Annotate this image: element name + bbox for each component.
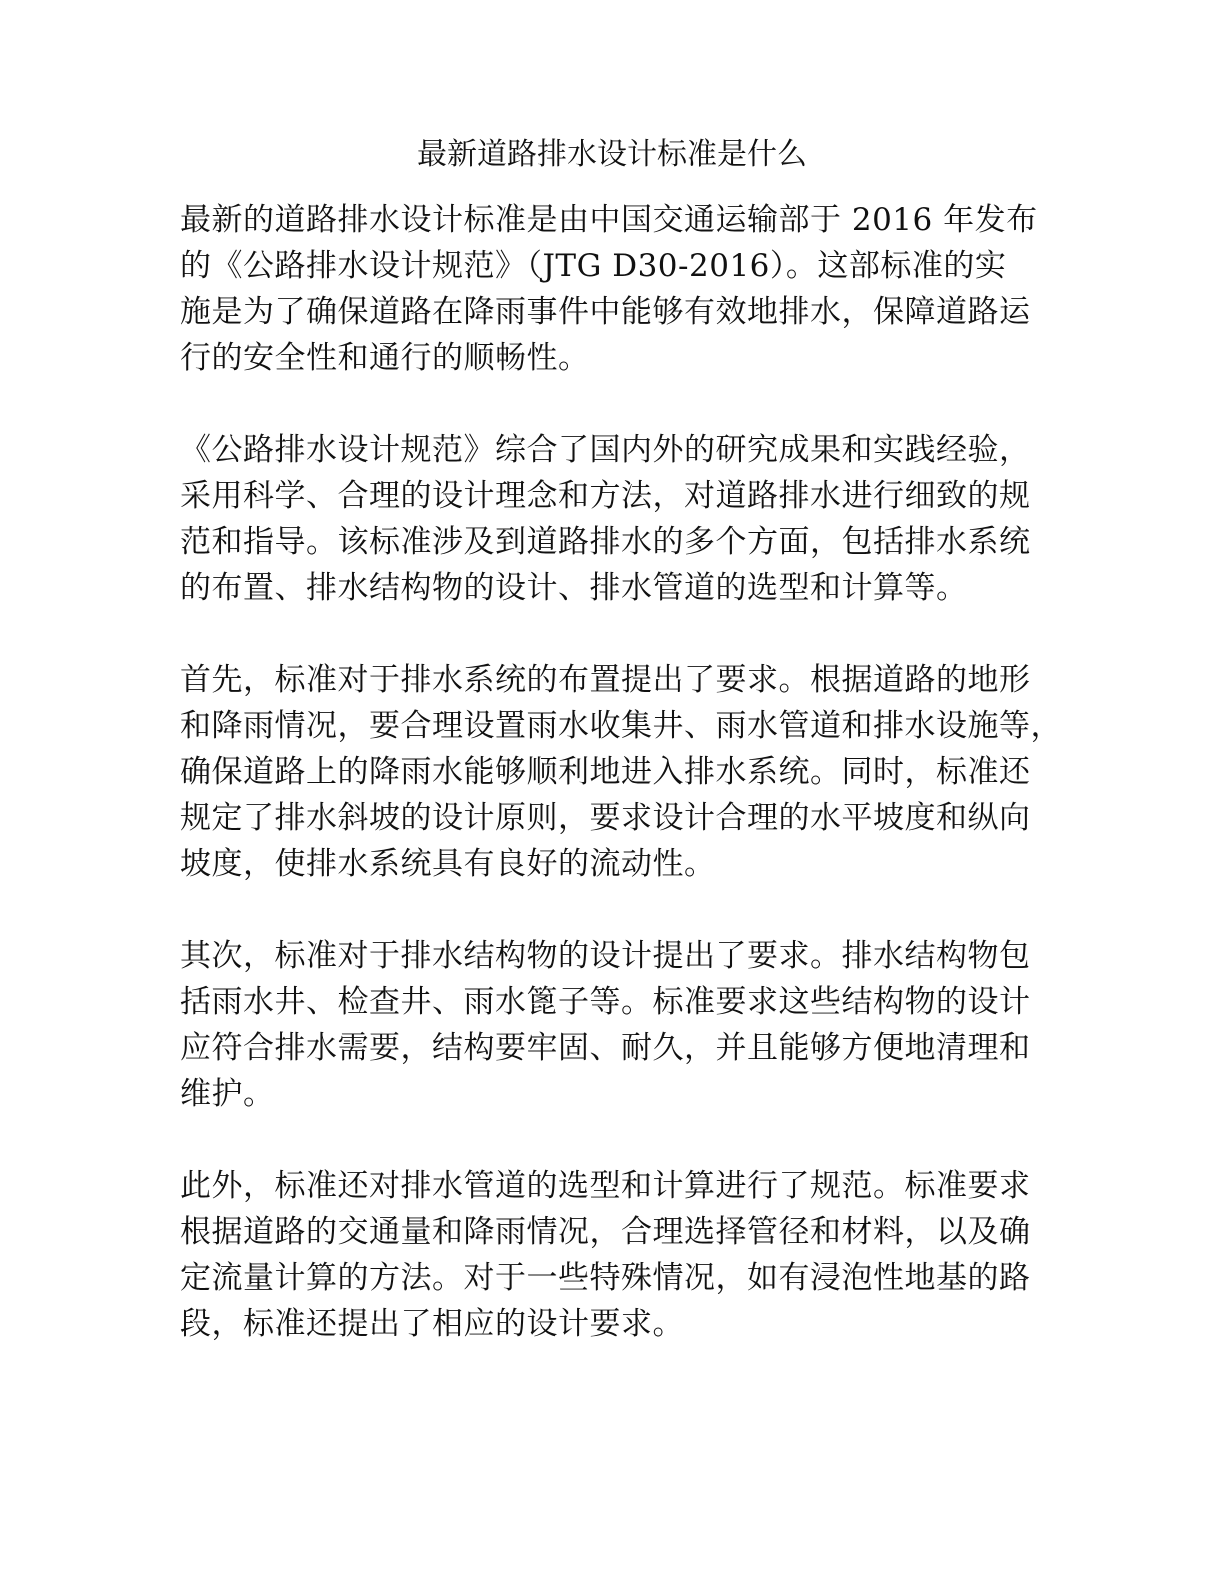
document-title: 最新道路排水设计标准是什么 xyxy=(417,137,807,172)
paragraph-line: 定流量计算的方法。对于一些特殊情况，如有浸泡性地基的路 xyxy=(180,1260,1031,1296)
paragraph-4 xyxy=(180,933,1060,1117)
paragraph-5 xyxy=(180,1163,1060,1347)
paragraph-line: 施是为了确保道路在降雨事件中能够有效地排水，保障道路运 xyxy=(180,294,1031,330)
paragraph-line: 其次，标准对于排水结构物的设计提出了要求。排水结构物包 xyxy=(180,938,1031,974)
paragraph-line: 根据道路的交通量和降雨情况，合理选择管径和材料，以及确 xyxy=(180,1214,1031,1250)
document-body xyxy=(180,197,1060,1393)
paragraph-line: 此外，标准还对排水管道的选型和计算进行了规范。标准要求 xyxy=(180,1168,1031,1204)
paragraph-line: 括雨水井、检查井、雨水篦子等。标准要求这些结构物的设计 xyxy=(180,984,1031,1020)
paragraph-line: 确保道路上的降雨水能够顺利地进入排水系统。同时，标准还 xyxy=(180,754,1031,790)
paragraph-line: 维护。 xyxy=(180,1076,275,1112)
paragraph-line: 行的安全性和通行的顺畅性。 xyxy=(180,340,590,376)
paragraph-line: 和降雨情况，要合理设置雨水收集井、雨水管道和排水设施等， xyxy=(180,708,1062,744)
paragraph-2 xyxy=(180,427,1060,611)
paragraph-line: 《公路排水设计规范》综合了国内外的研究成果和实践经验， xyxy=(180,432,1031,468)
paragraph-line: 规定了排水斜坡的设计原则，要求设计合理的水平坡度和纵向 xyxy=(180,800,1031,836)
paragraph-line: 范和指导。该标准涉及到道路排水的多个方面，包括排水系统 xyxy=(180,524,1031,560)
paragraph-line: 的《公路排水设计规范》（JTG D30-2016）。这部标准的实 xyxy=(180,248,1007,284)
paragraph-line: 应符合排水需要，结构要牢固、耐久，并且能够方便地清理和 xyxy=(180,1030,1031,1066)
paragraph-line: 坡度，使排水系统具有良好的流动性。 xyxy=(180,846,716,882)
paragraph-1 xyxy=(180,197,1060,381)
paragraph-line: 首先，标准对于排水系统的布置提出了要求。根据道路的地形 xyxy=(180,662,1031,698)
paragraph-line: 最新的道路排水设计标准是由中国交通运输部于 2016 年发布 xyxy=(180,202,1038,238)
paragraph-line: 段，标准还提出了相应的设计要求。 xyxy=(180,1306,684,1342)
paragraph-line: 采用科学、合理的设计理念和方法，对道路排水进行细致的规 xyxy=(180,478,1031,514)
paragraph-3 xyxy=(180,657,1060,887)
paragraph-line: 的布置、排水结构物的设计、排水管道的选型和计算等。 xyxy=(180,570,968,606)
